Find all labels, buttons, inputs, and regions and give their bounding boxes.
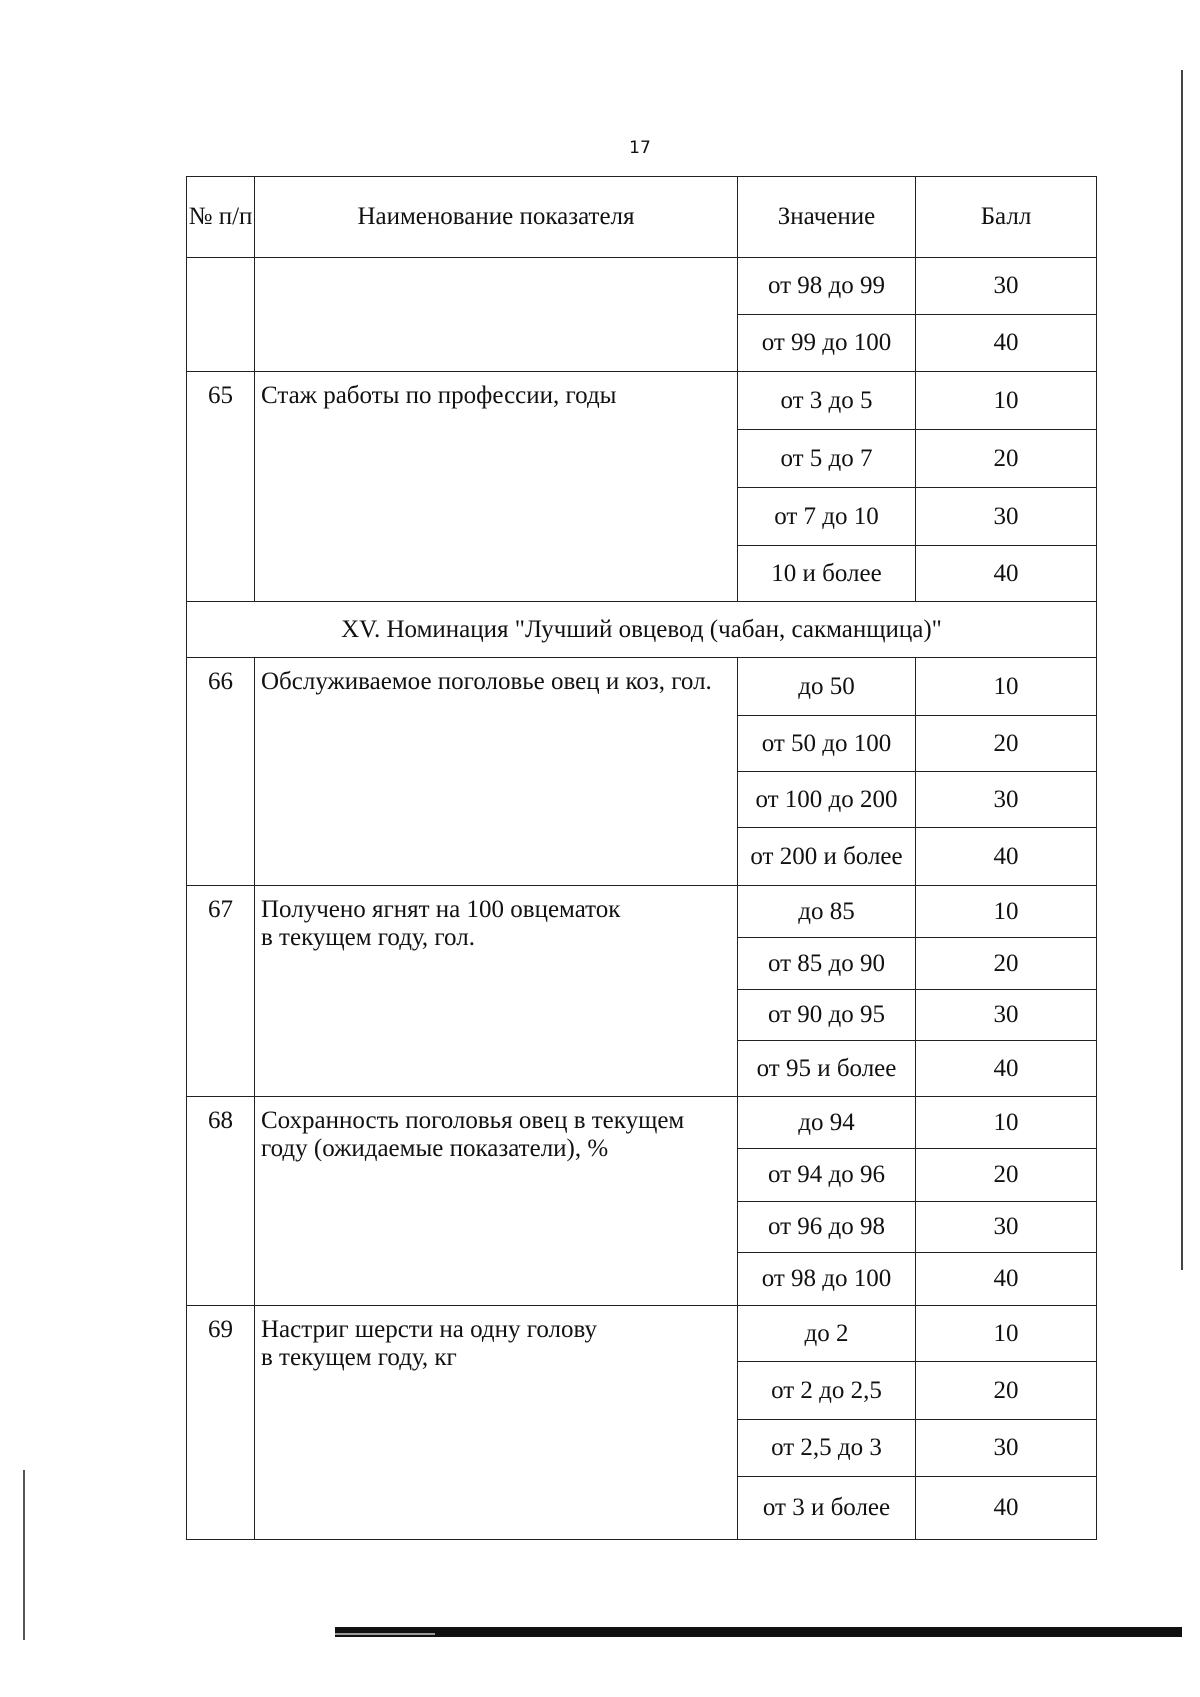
row-score: 20 xyxy=(916,1362,1097,1420)
row-score: 30 xyxy=(916,488,1097,546)
row-value: от 2 до 2,5 xyxy=(738,1362,916,1420)
row-value: от 3 до 5 xyxy=(738,372,916,430)
row-name: Стаж работы по профессии, годы xyxy=(255,372,738,602)
row-score: 40 xyxy=(916,315,1097,372)
row-value: от 50 до 100 xyxy=(738,716,916,772)
table-row xyxy=(187,372,1097,430)
row-score: 20 xyxy=(916,938,1097,990)
row-num: 67 xyxy=(187,886,255,1097)
row-name-line: Настриг шерсти на одну голову xyxy=(261,1316,597,1343)
header-num: № п/п xyxy=(187,177,255,258)
row-value: от 90 до 95 xyxy=(738,990,916,1041)
row-name: Сохранность поголовья овец в текущем году (ожидаемые показатели), % xyxy=(255,1097,738,1306)
row-score: 10 xyxy=(916,1097,1097,1149)
row-name xyxy=(255,1306,738,1540)
row-score: 30 xyxy=(916,1202,1097,1253)
row-score: 10 xyxy=(916,886,1097,938)
row-value: от 100 до 200 xyxy=(738,772,916,828)
row-name-line: в текущем году, гол. xyxy=(261,924,475,951)
row-name: Обслуживаемое поголовье овец и коз, гол. xyxy=(255,658,738,886)
row-value: от 95 и более xyxy=(738,1041,916,1097)
row-value: до 85 xyxy=(738,886,916,938)
header-name: Наименование показателя xyxy=(255,177,738,258)
row-num: 69 xyxy=(187,1306,255,1540)
score-table xyxy=(186,176,1097,1540)
scan-bottom-bar xyxy=(335,1627,1182,1637)
row-value: от 7 до 10 xyxy=(738,488,916,546)
row-score: 20 xyxy=(916,716,1097,772)
table-row xyxy=(187,258,1097,315)
row-num xyxy=(187,258,255,372)
table-row xyxy=(187,886,1097,938)
table-header xyxy=(187,177,1097,258)
row-score: 40 xyxy=(916,546,1097,602)
row-value: от 99 до 100 xyxy=(738,315,916,372)
row-score: 40 xyxy=(916,1253,1097,1306)
row-score: 20 xyxy=(916,430,1097,488)
table-row xyxy=(187,658,1097,716)
scan-edge-line xyxy=(1181,70,1183,1270)
row-value: от 5 до 7 xyxy=(738,430,916,488)
row-value: от 2,5 до 3 xyxy=(738,1420,916,1477)
row-name xyxy=(255,258,738,372)
header-value: Значение xyxy=(738,177,916,258)
section-row xyxy=(187,602,1097,658)
row-score: 10 xyxy=(916,1306,1097,1362)
row-value: от 85 до 90 xyxy=(738,938,916,990)
scan-edge-line xyxy=(23,1470,25,1640)
row-value: 10 и более xyxy=(738,546,916,602)
header-score: Балл xyxy=(916,177,1097,258)
row-num: 68 xyxy=(187,1097,255,1306)
row-score: 40 xyxy=(916,828,1097,886)
row-name-line: в текущем году, кг xyxy=(261,1344,457,1371)
row-score: 30 xyxy=(916,258,1097,315)
row-name xyxy=(255,886,738,1097)
scan-bottom-line xyxy=(335,1633,435,1635)
table-row xyxy=(187,1306,1097,1362)
row-value: от 98 до 100 xyxy=(738,1253,916,1306)
row-score: 40 xyxy=(916,1477,1097,1540)
row-value: от 200 и более xyxy=(738,828,916,886)
row-score: 20 xyxy=(916,1149,1097,1202)
row-score: 30 xyxy=(916,990,1097,1041)
row-score: 30 xyxy=(916,1420,1097,1477)
row-value: от 3 и более xyxy=(738,1477,916,1540)
row-score: 10 xyxy=(916,372,1097,430)
row-value: до 50 xyxy=(738,658,916,716)
page-number: 17 xyxy=(629,138,651,158)
row-value: от 96 до 98 xyxy=(738,1202,916,1253)
row-num: 66 xyxy=(187,658,255,886)
section-title: XV. Номинация "Лучший овцевод (чабан, сакманщица)" xyxy=(187,602,1097,658)
row-value: до 94 xyxy=(738,1097,916,1149)
row-value: от 94 до 96 xyxy=(738,1149,916,1202)
row-value: до 2 xyxy=(738,1306,916,1362)
row-name-line: Получено ягнят на 100 овцематок xyxy=(261,896,621,923)
row-value: от 98 до 99 xyxy=(738,258,916,315)
row-score: 40 xyxy=(916,1041,1097,1097)
row-num: 65 xyxy=(187,372,255,602)
table-row xyxy=(187,1097,1097,1149)
row-score: 30 xyxy=(916,772,1097,828)
row-score: 10 xyxy=(916,658,1097,716)
